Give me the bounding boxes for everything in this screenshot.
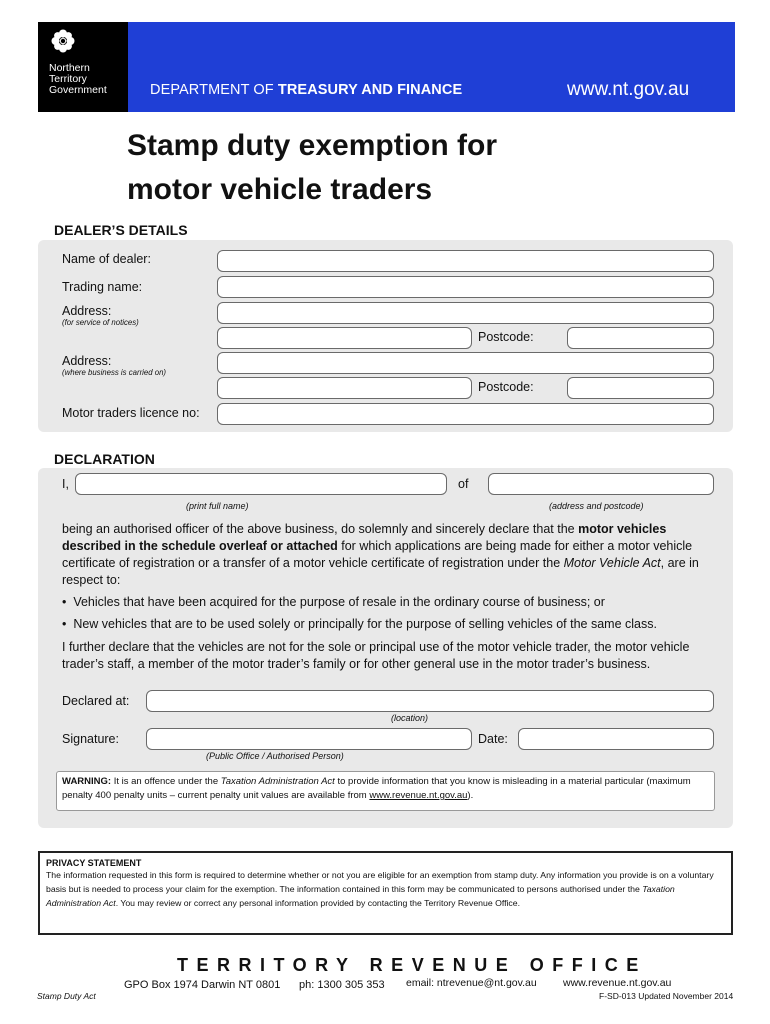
bullet-item-1 <box>62 594 722 611</box>
logo-line: Government <box>49 84 107 96</box>
declared-at-label: Declared at: <box>62 694 130 708</box>
postal-address: GPO Box 1974 Darwin NT 0801 <box>124 979 281 991</box>
notice-postcode-field[interactable] <box>567 327 714 349</box>
notice-postcode-label: Postcode: <box>478 330 534 344</box>
department-bold: TREASURY AND FINANCE <box>277 82 463 98</box>
privacy-heading: PRIVACY STATEMENT <box>46 858 142 868</box>
business-address-label: Address: <box>62 354 112 368</box>
para1-text-bold: motor vehicles described in the schedule overleaf or attached <box>62 522 667 553</box>
trading-name-label: Trading name: <box>62 280 143 294</box>
para1-act: Motor Vehicle Act <box>563 556 661 570</box>
print-name-caption: (print full name) <box>186 501 249 511</box>
form-code: F-SD-013 Updated November 2014 <box>599 991 734 1001</box>
form-act-name: Stamp Duty Act <box>37 991 96 1001</box>
licence-label: Motor traders licence no: <box>62 406 200 420</box>
warning-text <box>62 775 712 803</box>
declared-at-field[interactable] <box>146 690 714 712</box>
business-postcode-label: Postcode: <box>478 380 534 394</box>
declarant-of-label: of <box>458 477 469 491</box>
declarant-name-field[interactable] <box>75 473 447 495</box>
bullet-item-2 <box>62 616 722 633</box>
notice-address-line1-field[interactable] <box>217 302 714 324</box>
trading-name-field[interactable] <box>217 276 714 298</box>
signature-caption: (Public Office / Authorised Person) <box>206 751 344 761</box>
date-label: Date: <box>478 732 508 746</box>
logo-line: Northern <box>49 62 90 74</box>
bullet-dot: • <box>62 617 74 631</box>
dealer-name-label: Name of dealer: <box>62 252 151 266</box>
para1-text-e: , are in respect to: <box>62 556 699 587</box>
bullet-text: Vehicles that have been acquired for the purpose of resale in the ordinary course of business; or <box>73 595 605 609</box>
para1-text-c: for which applications are being made for either a motor vehicle certificate of registration or a transfer of a motor vehicle certificate of registration under the <box>62 539 693 570</box>
signature-label: Signature: <box>62 732 119 746</box>
logo-line: Territory <box>49 73 87 85</box>
territory-revenue-office: TERRITORY REVENUE OFFICE <box>177 955 647 975</box>
bullet-text: New vehicles that are to be used solely or principally for the purpose of selling vehicles of the same class. <box>73 617 657 631</box>
warning-act: Taxation Administration Act <box>220 776 335 787</box>
licence-field[interactable] <box>217 403 714 425</box>
notice-address-label: Address: <box>62 304 112 318</box>
warning-text-a: It is an offence under the <box>111 776 221 787</box>
dealer-name-field[interactable] <box>217 250 714 272</box>
business-address-line1-field[interactable] <box>217 352 714 374</box>
department-name <box>150 82 462 98</box>
declaration-heading: DECLARATION <box>54 451 155 467</box>
business-address-note: (where business is carried on) <box>62 368 167 377</box>
privacy-text <box>46 868 722 910</box>
business-postcode-field[interactable] <box>567 377 714 399</box>
bullet-dot: • <box>62 595 74 609</box>
declaration-paragraph-1 <box>62 521 717 589</box>
revenue-link[interactable]: www.revenue.nt.gov.au <box>369 790 468 801</box>
email-address[interactable]: email: ntrevenue@nt.gov.au <box>406 977 537 989</box>
para1-text-a: being an authorised officer of the above business, do solemnly and sincerely declare that the <box>62 522 579 536</box>
warning-text-c: ). <box>467 790 474 801</box>
signature-field[interactable] <box>146 728 472 750</box>
privacy-act: Taxation Administration Act <box>46 884 675 908</box>
page-title <box>127 124 497 212</box>
title-line-1: Stamp duty exemption for <box>127 129 498 162</box>
privacy-text-b: . You may review or correct any personal information provided by contacting the Territory Revenue Office. <box>115 898 521 908</box>
header-website[interactable]: www.nt.gov.au <box>567 79 690 100</box>
dealer-details-heading: DEALER’S DETAILS <box>54 222 188 238</box>
logo-text <box>49 63 129 96</box>
warning-label: WARNING: <box>62 776 112 787</box>
date-field[interactable] <box>518 728 714 750</box>
revenue-website[interactable]: www.revenue.nt.gov.au <box>563 977 672 989</box>
location-caption: (location) <box>391 713 429 723</box>
declarant-i-label: I, <box>62 477 69 491</box>
notice-address-line2-field[interactable] <box>217 327 472 349</box>
notice-address-note: (for service of notices) <box>62 318 139 327</box>
department-prefix: DEPARTMENT OF <box>150 82 278 98</box>
warning-text-b: to provide information that you know is misleading in a material particular (maximum penalty 400 penalty units – current penalty unit values are available from <box>62 776 691 801</box>
phone-number: ph: 1300 305 353 <box>299 979 385 991</box>
title-line-2: motor vehicle traders <box>127 173 433 206</box>
business-address-line2-field[interactable] <box>217 377 472 399</box>
privacy-text-a: The information requested in this form is required to determine whether or not you are eligible for an exemption from stamp duty. Any information you provide is on a voluntary basis but is needed to process your claim for the exemption. The information contained in this form may be communicated to persons authorised under the <box>46 870 714 894</box>
declarant-address-field[interactable] <box>488 473 714 495</box>
address-caption: (address and postcode) <box>549 501 644 511</box>
declaration-paragraph-2: I further declare that the vehicles are not for the sole or principal use of the motor vehicle trader, the motor vehicle trader’s staff, a member of the motor trader’s family or for other general use in the motor trader’s business. <box>62 640 690 671</box>
